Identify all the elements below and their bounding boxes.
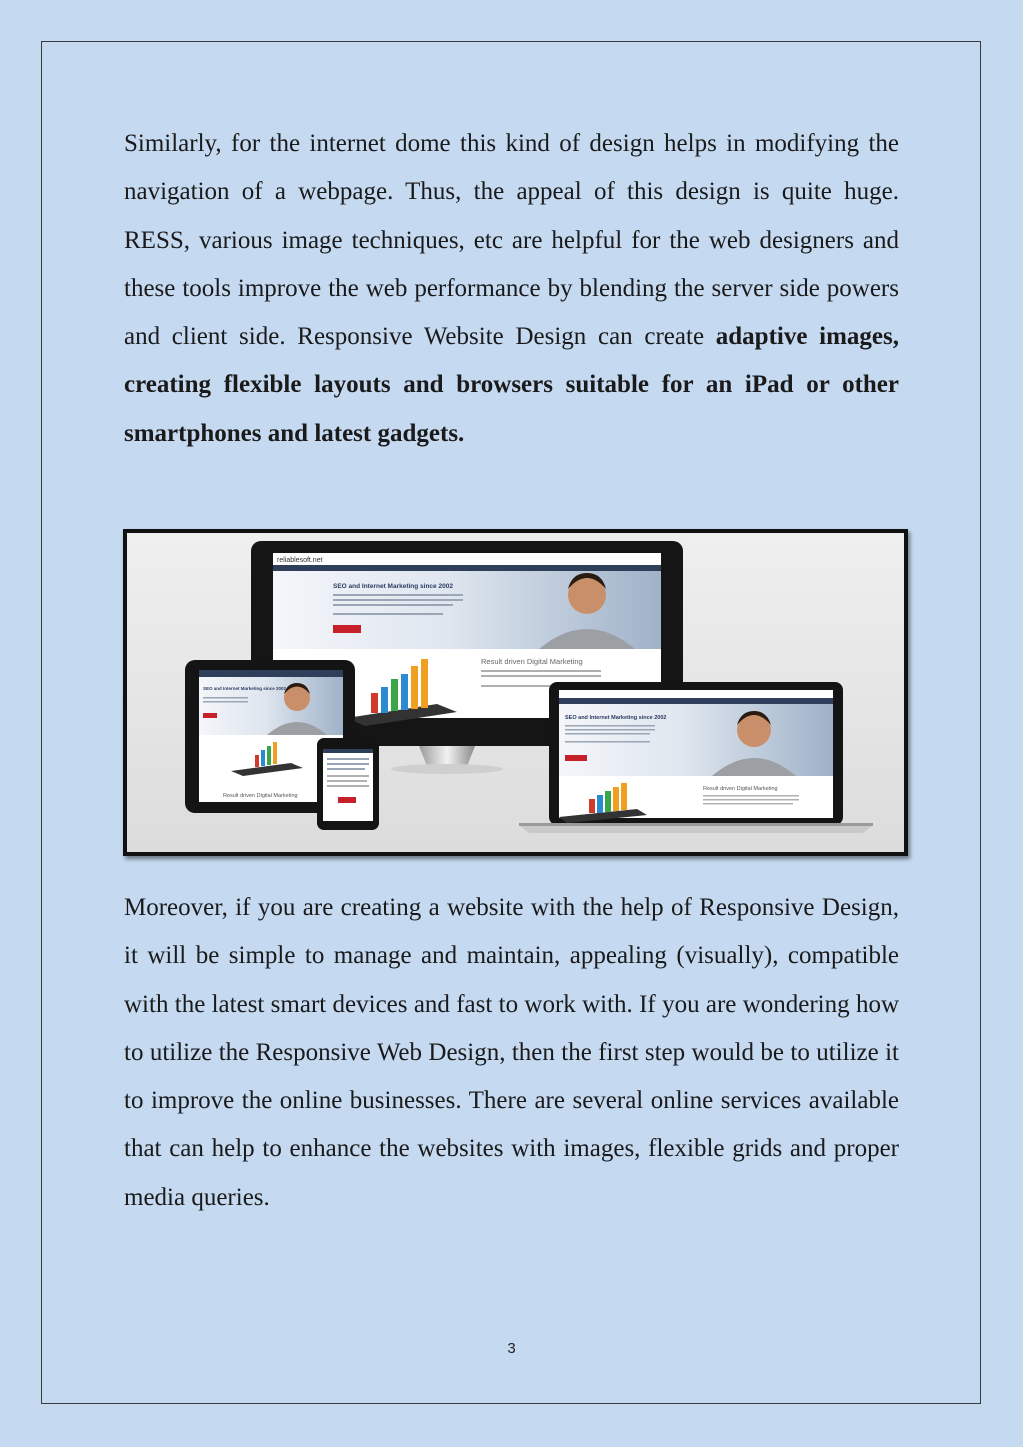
tablet-hero-heading: SEO and Internet Marketing since 2002 xyxy=(203,686,287,691)
paragraph-2: Moreover, if you are creating a website with the help of Responsive Design, it will be simple to manage and maintain, appealing (visually), compatible with the latest smart devices and fast to work with. If you are wondering how to utilize the Responsive Web Design, then the first step would be to utilize it to improve the online businesses. There are several online services available that can help to enhance the websites with images, flexible grids and proper media queries. xyxy=(124,894,899,1211)
responsive-devices-image xyxy=(123,529,908,856)
desktop-hero-heading: SEO and Internet Marketing since 2002 xyxy=(333,583,453,590)
page-number: 3 xyxy=(507,1340,516,1357)
devices-illustration xyxy=(127,533,904,852)
paragraph-1 xyxy=(124,120,899,458)
laptop-hero-heading: SEO and Internet Marketing since 2002 xyxy=(565,715,667,721)
laptop-device xyxy=(519,682,873,833)
phone-device xyxy=(317,738,379,830)
desktop-section-heading: Result driven Digital Marketing xyxy=(481,657,583,666)
laptop-section-heading: Result driven Digital Marketing xyxy=(703,786,778,792)
paragraph-1-text: Similarly, for the internet dome this kind of design helps in modifying the navigation of a webpage. Thus, the appeal of this design is quite huge. RESS, various image techniques, etc are helpful for the web designers and these tools improve the web performance by blending the server side powers and client side. Responsive Website Design can create xyxy=(124,130,899,351)
paragraph-1-highlight: adaptive images, creating flexible layouts and browsers suitable for an iPad or other smartphones and latest gadgets. xyxy=(124,323,900,447)
desktop-site-domain: reliablesoft.net xyxy=(277,557,323,564)
tablet-section-heading: Result driven Digital Marketing xyxy=(223,793,298,799)
